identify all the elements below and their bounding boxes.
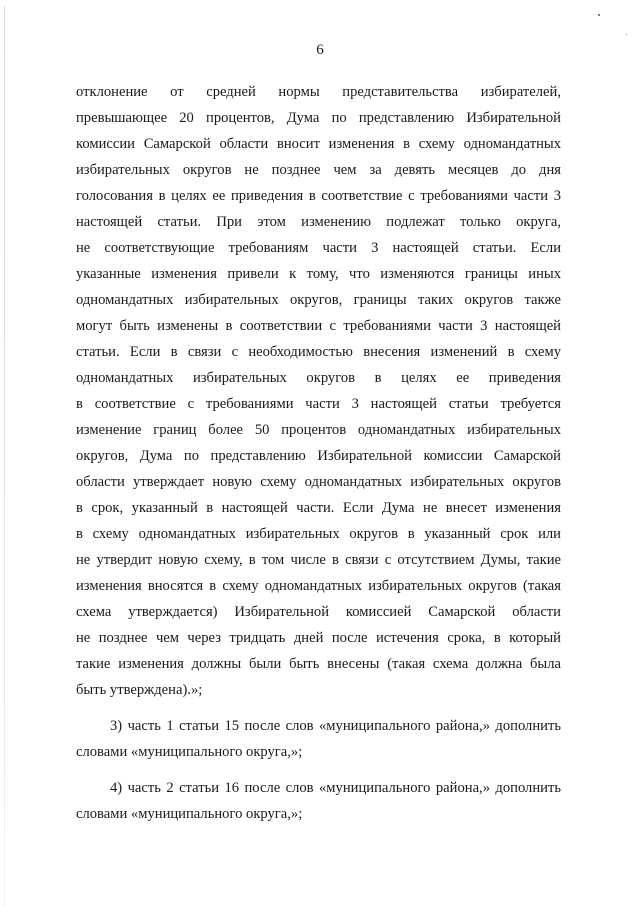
text-line: отклонение от средней нормы представительства избирателей, <box>76 84 561 100</box>
text-line: в схему одномандатных избирательных округов в указанный срок или <box>76 526 561 542</box>
text-line: статьи. Если в связи с необходимостью внесения изменений в схему <box>76 344 561 360</box>
text-line: не соответствующие требованиям части 3 настоящей статьи. Если <box>76 240 561 256</box>
scan-edge-shadow <box>4 6 5 906</box>
paragraph-gap <box>76 703 561 713</box>
text-line: в соответствие с требованиями части 3 настоящей статьи требуется <box>76 396 561 412</box>
text-line: изменение границ более 50 процентов одномандатных избирательных <box>76 422 561 438</box>
text-line: такие изменения должны были быть внесены (такая схема должна была <box>76 656 561 672</box>
text-line: одномандатных избирательных округов, границы таких округов также <box>76 292 561 308</box>
page-number: 6 <box>316 42 324 58</box>
paragraph-item-3 <box>76 713 561 765</box>
text-line: комиссии Самарской области вносит изменения в схему одномандатных <box>76 136 561 152</box>
text-line: 4) часть 2 статьи 16 после слов «муниципального района,» дополнить <box>110 780 561 796</box>
scan-speck <box>598 14 600 16</box>
text-line: округов, Дума по представлению Избирательной комиссии Самарской <box>76 448 561 464</box>
text-line: настоящей статьи. При этом изменению подлежат только округа, <box>76 214 561 230</box>
paragraph-item-4 <box>76 775 561 827</box>
text-line: избирательных округов не позднее чем за девять месяцев до дня <box>76 162 561 178</box>
text-line: могут быть изменены в соответствии с требованиями части 3 настоящей <box>76 318 561 334</box>
text-line: в срок, указанный в настоящей части. Если Дума не внесет изменения <box>76 500 561 516</box>
text-line: быть утверждена).»; <box>76 682 203 698</box>
text-line: области утверждает новую схему одномандатных избирательных округов <box>76 474 561 490</box>
paragraph-continuation <box>76 79 561 703</box>
text-line: превышающее 20 процентов, Дума по представлению Избирательной <box>76 110 561 126</box>
text-line: голосования в целях ее приведения в соответствие с требованиями части 3 <box>76 188 561 204</box>
paragraph-gap <box>76 765 561 775</box>
text-line: не утвердит новую схему, в том числе в связи с отсутствием Думы, такие <box>76 552 561 568</box>
document-body <box>76 79 561 827</box>
scan-speck <box>626 34 627 35</box>
text-line: одномандатных избирательных округов в целях ее приведения <box>76 370 561 386</box>
text-line: словами «муниципального округа,»; <box>76 806 303 822</box>
text-line: словами «муниципального округа,»; <box>76 744 303 760</box>
text-line: изменения вносятся в схему одномандатных избирательных округов (такая <box>76 578 561 594</box>
text-line: не позднее чем через тридцать дней после истечения срока, в который <box>76 630 561 646</box>
text-line: схема утверждается) Избирательной комиссией Самарской области <box>76 604 561 620</box>
text-line: 3) часть 1 статьи 15 после слов «муниципального района,» дополнить <box>110 718 561 734</box>
text-line: указанные изменения привели к тому, что изменяются границы иных <box>76 266 561 282</box>
